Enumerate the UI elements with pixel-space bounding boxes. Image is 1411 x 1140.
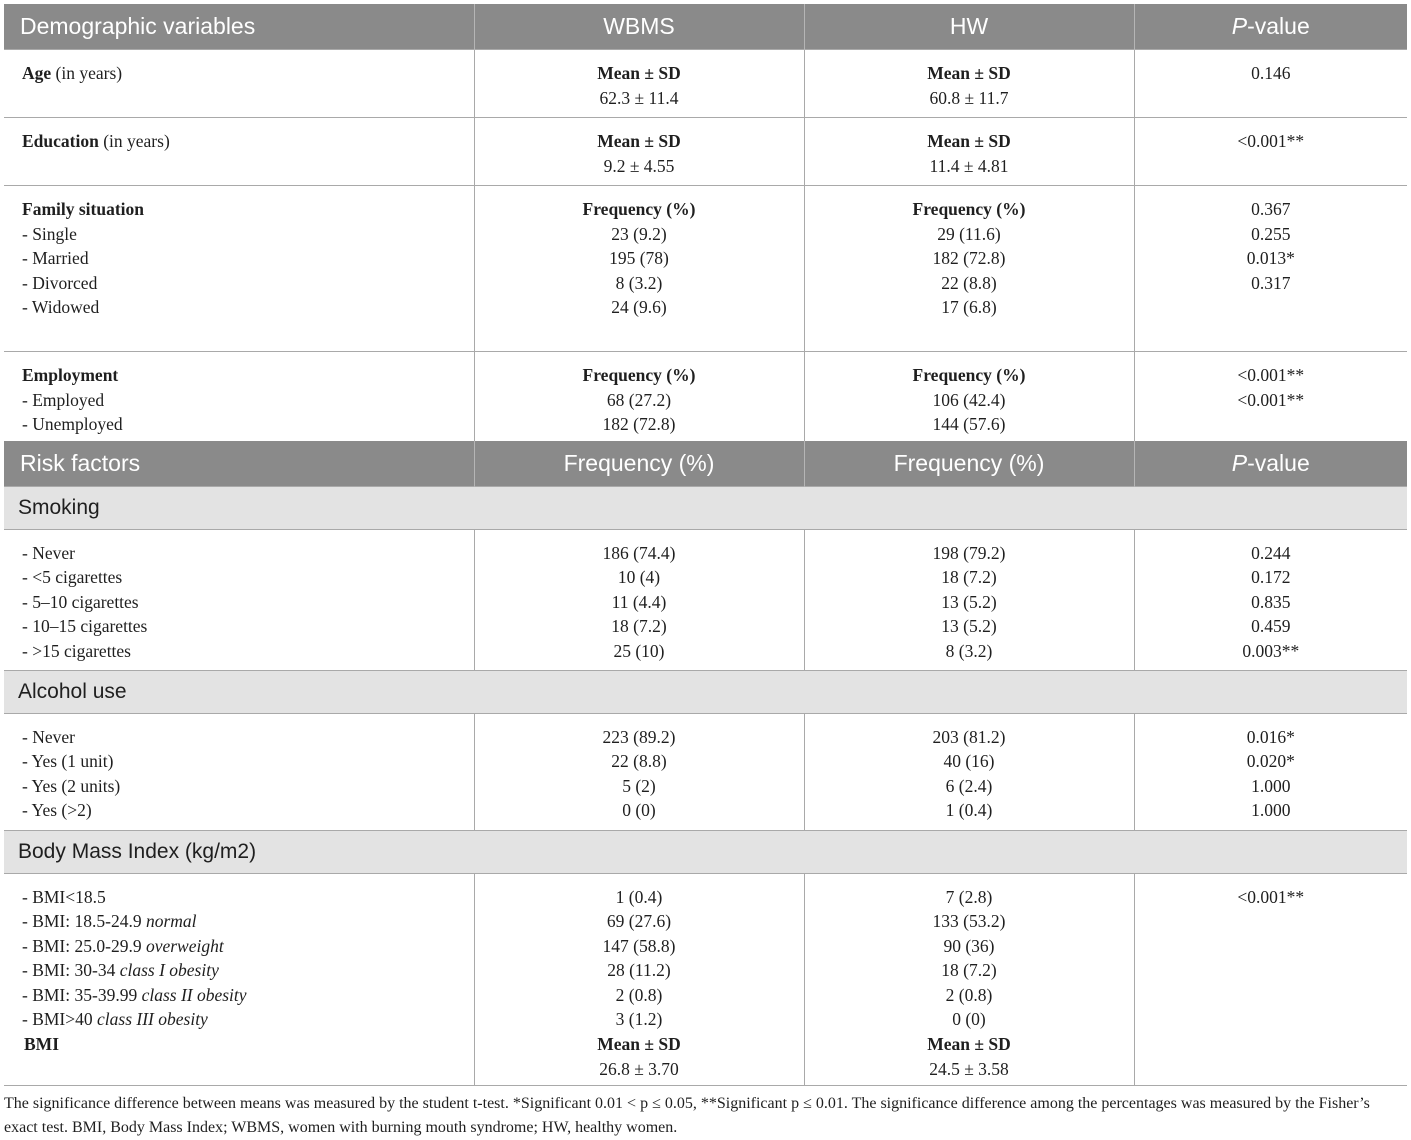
list-item: - Divorced: [22, 272, 98, 293]
bmi-p: <0.001**: [1134, 873, 1407, 1085]
header-row-demographics: [4, 4, 1407, 50]
list-item: - Unemployed: [22, 414, 123, 435]
family-wbms: Frequency (%) 23 (9.2) 195 (78) 8 (3.2) 24 (9.6): [474, 186, 804, 352]
list-item: - 5–10 cigarettes: [22, 591, 139, 612]
alcohol-title: Alcohol use: [4, 670, 1407, 713]
employment-hw: Frequency (%) 106 (42.4) 144 (57.6): [804, 352, 1134, 441]
header-row-risk-factors: [4, 441, 1407, 487]
row-alcohol: [4, 713, 1407, 830]
alcohol-items: [4, 713, 474, 830]
education-hw: Mean ± SD 11.4 ± 4.81: [804, 118, 1134, 186]
section-bmi: [4, 830, 1407, 873]
age-p: 0.146: [1134, 50, 1407, 118]
list-item: - >15 cigarettes: [22, 640, 131, 661]
row-employment: [4, 352, 1407, 441]
bmi-wbms: 1 (0.4) 69 (27.6) 147 (58.8) 28 (11.2) 2 (0.8) 3 (1.2) Mean ± SD 26.8 ± 3.70: [474, 873, 804, 1085]
header-frequency-hw: Frequency (%): [804, 441, 1134, 487]
list-item: - BMI: 30-34 class I obesity: [22, 960, 219, 981]
demographics-table: [4, 4, 1407, 1086]
smoking-wbms: 186 (74.4) 10 (4) 11 (4.4) 18 (7.2) 25 (10): [474, 529, 804, 670]
row-family-situation: [4, 186, 1407, 352]
list-item: - BMI: 25.0-29.9 overweight: [22, 935, 224, 956]
age-wbms: Mean ± SD 62.3 ± 11.4: [474, 50, 804, 118]
age-hw: Mean ± SD 60.8 ± 11.7: [804, 50, 1134, 118]
table-footnote: The significance difference between means was measured by the student t-test. *Significant 0.01 < p ≤ 0.05, **Significant p ≤ 0.01. The significance difference among the percentages was measured by the Fisher’s exact test. BMI, Body Mass Index; WBMS, women with burning mouth syndrome; HW, healthy women.: [4, 1095, 1370, 1136]
list-item: - Widowed: [22, 297, 100, 318]
list-item: - <5 cigarettes: [22, 567, 123, 588]
list-item: - Yes (1 unit): [22, 751, 114, 772]
list-item: - Employed: [22, 389, 105, 410]
bmi-title: Body Mass Index (kg/m2): [4, 830, 1407, 873]
list-item: - BMI: 35-39.99 class II obesity: [22, 984, 247, 1005]
list-item: - Never: [22, 726, 75, 747]
education-wbms: Mean ± SD 9.2 ± 4.55: [474, 118, 804, 186]
bmi-mean-label: BMI: [24, 1034, 59, 1055]
alcohol-hw: 203 (81.2) 40 (16) 6 (2.4) 1 (0.4): [804, 713, 1134, 830]
employment-p: <0.001** <0.001**: [1134, 352, 1407, 441]
employment-wbms: Frequency (%) 68 (27.2) 182 (72.8): [474, 352, 804, 441]
header-risk-factors: Risk factors: [4, 441, 474, 487]
list-item: - Yes (>2): [22, 800, 92, 821]
row-age: [4, 50, 1407, 118]
bmi-hw: 7 (2.8) 133 (53.2) 90 (36) 18 (7.2) 2 (0.8) 0 (0) Mean ± SD 24.5 ± 3.58: [804, 873, 1134, 1085]
family-label: Family situation - Single - Married - Divorced - Widowed: [4, 186, 474, 352]
alcohol-p: 0.016* 0.020* 1.000 1.000: [1134, 713, 1407, 830]
family-p: 0.367 0.255 0.013* 0.317: [1134, 186, 1407, 352]
row-bmi: [4, 873, 1407, 1085]
list-item: - BMI<18.5: [22, 886, 106, 907]
list-item: - Single: [22, 223, 77, 244]
smoking-hw: 198 (79.2) 18 (7.2) 13 (5.2) 13 (5.2) 8 (3.2): [804, 529, 1134, 670]
smoking-p: 0.244 0.172 0.835 0.459 0.003**: [1134, 529, 1407, 670]
section-alcohol: [4, 670, 1407, 713]
header-wbms: WBMS: [474, 4, 804, 50]
smoking-title: Smoking: [4, 486, 1407, 529]
bmi-items: [4, 873, 474, 1085]
header-demographic-variables: Demographic variables: [4, 4, 474, 50]
smoking-items: [4, 529, 474, 670]
header-p-value-2: P-value: [1134, 441, 1407, 487]
row-education: [4, 118, 1407, 186]
education-p: <0.001**: [1134, 118, 1407, 186]
list-item: - BMI>40 class III obesity: [22, 1009, 208, 1030]
age-label: Age (in years): [4, 50, 474, 118]
alcohol-wbms: 223 (89.2) 22 (8.8) 5 (2) 0 (0): [474, 713, 804, 830]
family-hw: Frequency (%) 29 (11.6) 182 (72.8) 22 (8.8) 17 (6.8): [804, 186, 1134, 352]
employment-label: Employment - Employed - Unemployed: [4, 352, 474, 441]
header-hw: HW: [804, 4, 1134, 50]
list-item: - Yes (2 units): [22, 775, 121, 796]
section-smoking: [4, 486, 1407, 529]
header-frequency-wbms: Frequency (%): [474, 441, 804, 487]
list-item: - Married: [22, 248, 89, 269]
list-item: - 10–15 cigarettes: [22, 616, 148, 637]
list-item: - BMI: 18.5-24.9 normal: [22, 911, 197, 932]
header-p-value: P-value: [1134, 4, 1407, 50]
education-label: Education (in years): [4, 118, 474, 186]
row-smoking: [4, 529, 1407, 670]
list-item: - Never: [22, 542, 75, 563]
